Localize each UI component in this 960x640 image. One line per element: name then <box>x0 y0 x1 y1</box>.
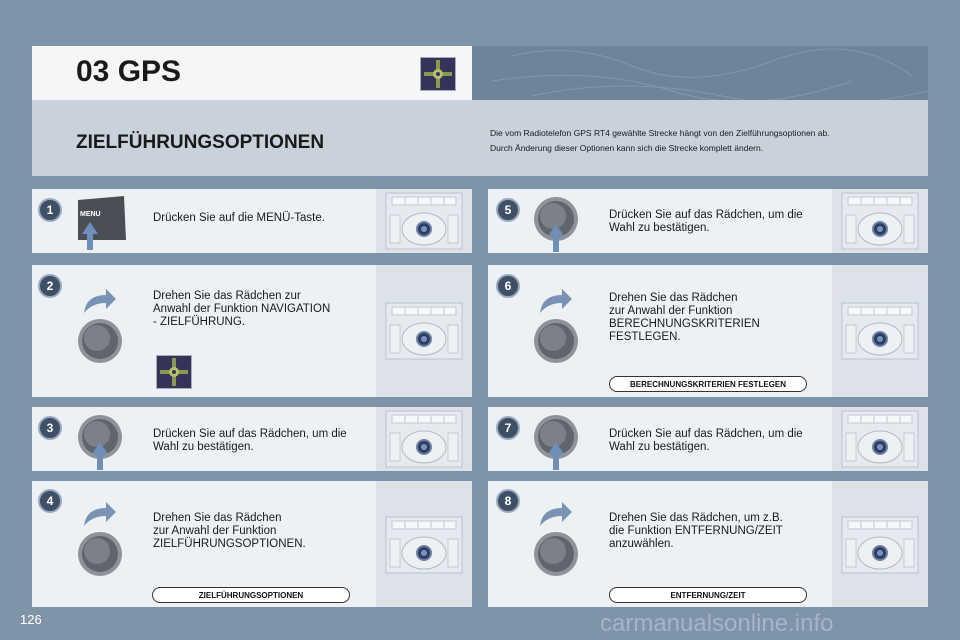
option-pill-zielfuehrungsoptionen: ZIELFÜHRUNGSOPTIONEN <box>152 587 350 603</box>
page-number: 126 <box>20 612 42 627</box>
option-pill-entfernung-zeit: ENTFERNUNG/ZEIT <box>609 587 807 603</box>
step-badge-5: 5 <box>496 198 520 222</box>
step-3-text: Drücken Sie auf das Rädchen, um die Wahl zu bestätigen. <box>153 428 347 453</box>
step-badge-8: 8 <box>496 489 520 513</box>
step-2-text: Drehen Sie das Rädchen zur Anwahl der Funktion NAVIGATION - ZIELFÜHRUNG. <box>153 290 331 328</box>
step-4-text: Drehen Sie das Rädchen zur Anwahl der Funktion ZIELFÜHRUNGSOPTIONEN. <box>153 512 306 550</box>
step-1-text: Drücken Sie auf die MENÜ-Taste. <box>153 212 325 224</box>
option-pill-berechnungskriterien: BERECHNUNGSKRITERIEN FESTLEGEN <box>609 376 807 392</box>
menu-key-label: MENU <box>80 211 101 218</box>
step-6-text: Drehen Sie das Rädchen zur Anwahl der Funktion BERECHNUNGSKRITERIEN FESTLEGEN. <box>609 292 760 343</box>
gps-crosshair-icon-small <box>156 355 192 389</box>
step-badge-2: 2 <box>38 274 62 298</box>
step-badge-1: 1 <box>38 198 62 222</box>
step-badge-7: 7 <box>496 416 520 440</box>
step-badge-4: 4 <box>38 489 62 513</box>
step-badge-3: 3 <box>38 416 62 440</box>
step-5-text: Drücken Sie auf das Rädchen, um die Wahl zu bestätigen. <box>609 209 803 234</box>
watermark: carmanualsonline.info <box>600 610 834 637</box>
page-title: 03 GPS <box>76 55 182 88</box>
section-description: Die vom Radiotelefon GPS RT4 gewählte Strecke hängt von den Zielführungsoptionen ab. Durch Änderung dieser Optionen kann sich die Strecke komplett ändern. <box>490 128 830 153</box>
step-7-text: Drücken Sie auf das Rädchen, um die Wahl zu bestätigen. <box>609 428 803 453</box>
section-title: ZIELFÜHRUNGSOPTIONEN <box>76 132 325 153</box>
step-8-text: Drehen Sie das Rädchen, um z.B. die Funktion ENTFERNUNG/ZEIT anzuwählen. <box>609 512 783 550</box>
step-badge-6: 6 <box>496 274 520 298</box>
